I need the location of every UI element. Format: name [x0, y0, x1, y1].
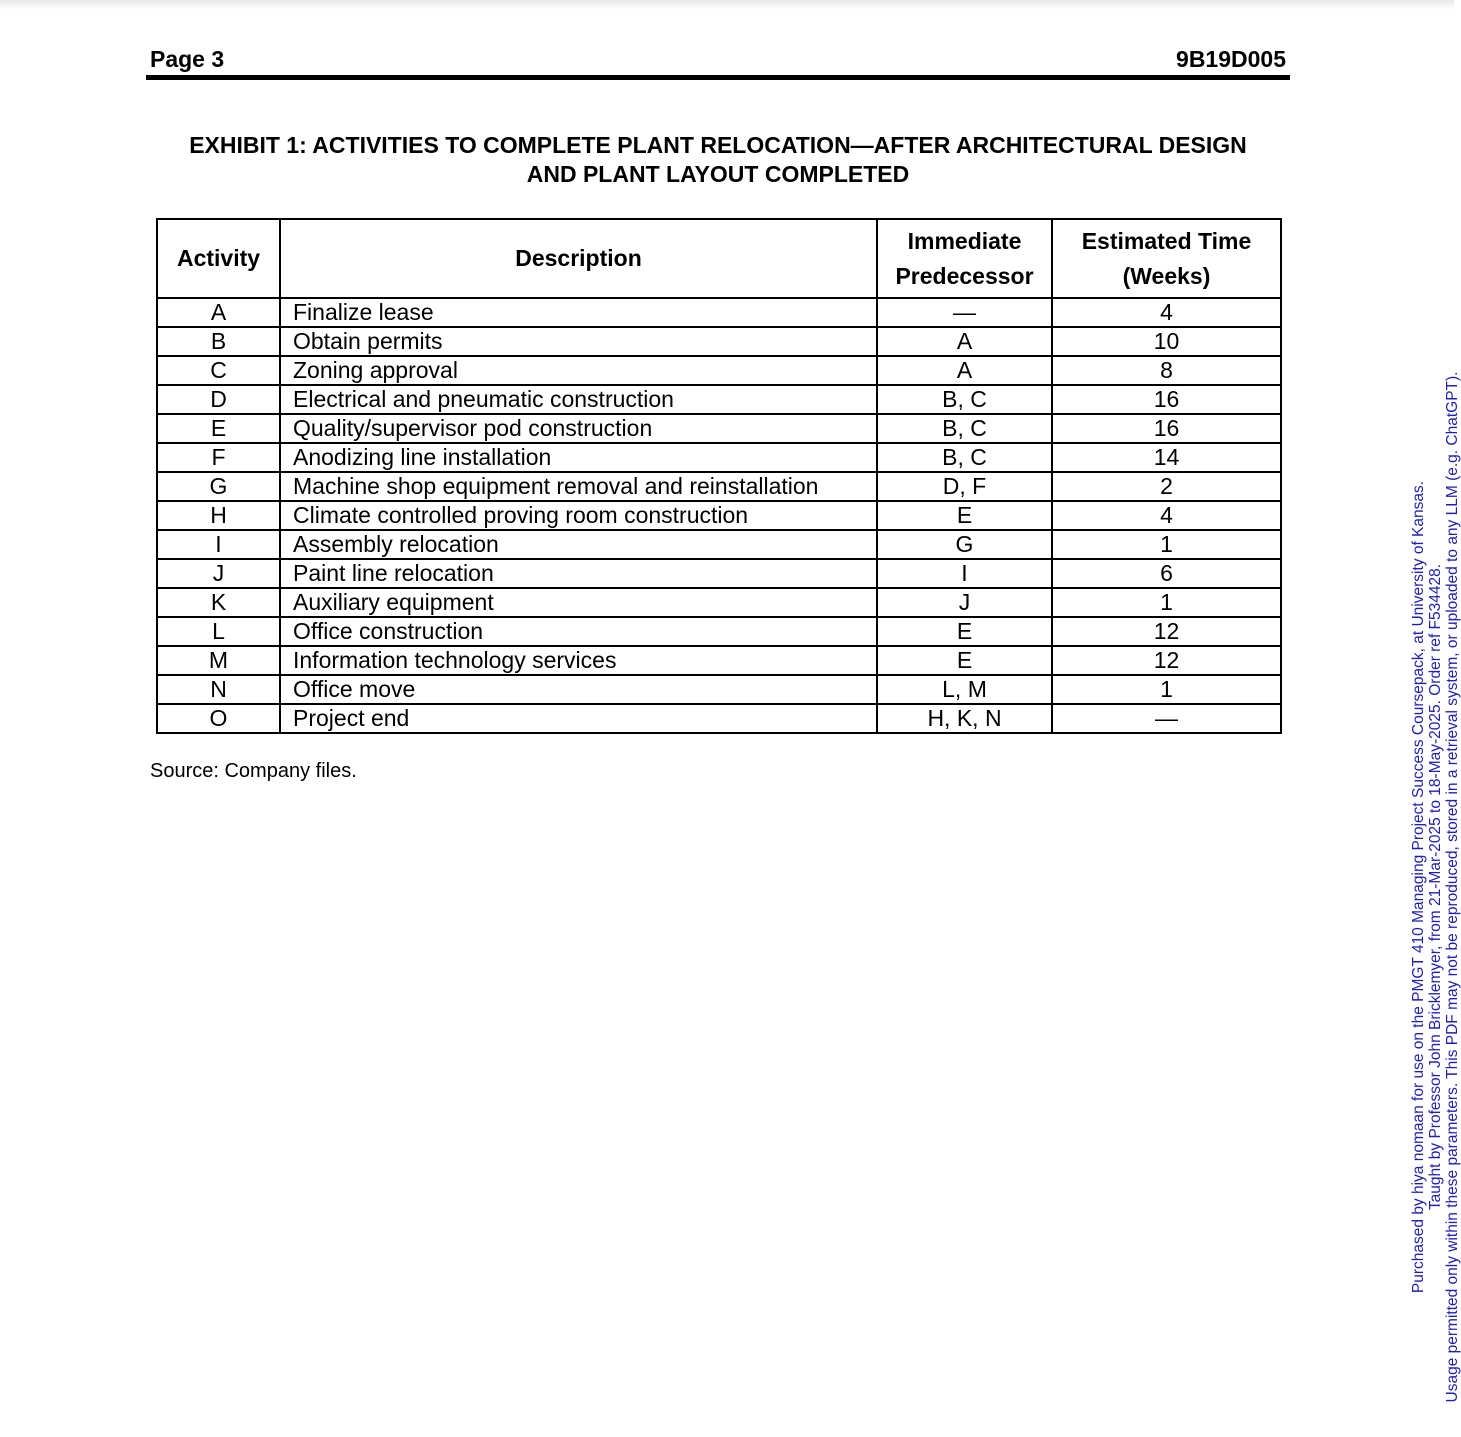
weeks-cell: 12 [1052, 646, 1281, 675]
weeks-cell: 6 [1052, 559, 1281, 588]
description-cell: Project end [280, 704, 877, 733]
usage-watermark [1410, 337, 1461, 1437]
weeks-cell: — [1052, 704, 1281, 733]
weeks-cell: 16 [1052, 414, 1281, 443]
predecessor-header-line-2: Predecessor [895, 262, 1034, 289]
time-header-line-2: (Weeks) [1122, 262, 1211, 289]
header-divider [146, 75, 1290, 80]
predecessor-cell: L, M [877, 675, 1052, 704]
table-row [157, 385, 1281, 414]
activity-cell: F [157, 443, 280, 472]
page-top-shadow [0, 0, 1454, 10]
exhibit-title-line-2: AND PLANT LAYOUT COMPLETED [526, 161, 910, 187]
weeks-cell: 14 [1052, 443, 1281, 472]
activity-cell: O [157, 704, 280, 733]
description-cell: Auxiliary equipment [280, 588, 877, 617]
time-column-header [1052, 219, 1281, 298]
table-row [157, 298, 1281, 327]
description-cell: Quality/supervisor pod construction [280, 414, 877, 443]
predecessor-cell: E [877, 501, 1052, 530]
weeks-cell: 12 [1052, 617, 1281, 646]
table-row [157, 356, 1281, 385]
predecessor-cell: E [877, 617, 1052, 646]
activity-cell: G [157, 472, 280, 501]
table-row [157, 414, 1281, 443]
table-row [157, 646, 1281, 675]
predecessor-cell: A [877, 356, 1052, 385]
activity-cell: A [157, 298, 280, 327]
time-header-line-1: Estimated Time [1081, 227, 1252, 254]
description-cell: Zoning approval [280, 356, 877, 385]
weeks-cell: 16 [1052, 385, 1281, 414]
description-header-label: Description [515, 245, 642, 271]
weeks-cell: 2 [1052, 472, 1281, 501]
exhibit-title-line-1: EXHIBIT 1: ACTIVITIES TO COMPLETE PLANT RELOCATION—AFTER ARCHITECTURAL DESIGN [189, 132, 1247, 158]
activity-cell: H [157, 501, 280, 530]
weeks-cell: 1 [1052, 675, 1281, 704]
weeks-cell: 10 [1052, 327, 1281, 356]
activity-cell: C [157, 356, 280, 385]
table-row [157, 675, 1281, 704]
exhibit-title [148, 131, 1288, 189]
activity-cell: E [157, 414, 280, 443]
table-row [157, 472, 1281, 501]
predecessor-cell: A [877, 327, 1052, 356]
table-row [157, 530, 1281, 559]
predecessor-cell: B, C [877, 443, 1052, 472]
activity-cell: M [157, 646, 280, 675]
predecessor-cell: — [877, 298, 1052, 327]
predecessor-header-line-1: Immediate [907, 227, 1022, 254]
weeks-cell: 8 [1052, 356, 1281, 385]
predecessor-cell: E [877, 646, 1052, 675]
predecessor-cell: B, C [877, 385, 1052, 414]
watermark-line-3: Usage permitted only within these parameters. This PDF may not be reproduced, stored in a retrieval system, or uploaded to any LLM (e.g. ChatGPT). [1444, 371, 1461, 1403]
description-cell: Finalize lease [280, 298, 877, 327]
predecessor-cell: J [877, 588, 1052, 617]
description-column-header [280, 219, 877, 298]
weeks-cell: 4 [1052, 298, 1281, 327]
activity-header-label: Activity [176, 245, 261, 271]
description-cell: Machine shop equipment removal and reinstallation [280, 472, 877, 501]
table-row [157, 327, 1281, 356]
table-row [157, 588, 1281, 617]
description-cell: Obtain permits [280, 327, 877, 356]
weeks-cell: 4 [1052, 501, 1281, 530]
predecessor-column-header [877, 219, 1052, 298]
predecessor-cell: H, K, N [877, 704, 1052, 733]
description-cell: Office construction [280, 617, 877, 646]
description-cell: Information technology services [280, 646, 877, 675]
description-cell: Office move [280, 675, 877, 704]
description-cell: Anodizing line installation [280, 443, 877, 472]
table-row [157, 704, 1281, 733]
table-row [157, 559, 1281, 588]
predecessor-cell: I [877, 559, 1052, 588]
activity-cell: D [157, 385, 280, 414]
table-row [157, 443, 1281, 472]
watermark-line-2: Taught by Professor John Bricklemyer, from 21-Mar-2025 to 18-May-2025. Order ref F534428. [1427, 563, 1444, 1211]
activity-cell: N [157, 675, 280, 704]
activity-cell: K [157, 588, 280, 617]
source-note: Source: Company files. [150, 760, 357, 782]
predecessor-cell: B, C [877, 414, 1052, 443]
page-number: Page 3 [150, 46, 225, 72]
description-cell: Paint line relocation [280, 559, 877, 588]
weeks-cell: 1 [1052, 530, 1281, 559]
description-cell: Electrical and pneumatic construction [280, 385, 877, 414]
activity-cell: J [157, 559, 280, 588]
activity-cell: B [157, 327, 280, 356]
predecessor-cell: D, F [877, 472, 1052, 501]
watermark-line-1: Purchased by hiya nomaan for use on the PMGT 410 Managing Project Success Coursepack, at University of Kansas. [1410, 480, 1427, 1294]
activity-cell: I [157, 530, 280, 559]
table-row [157, 501, 1281, 530]
description-cell: Climate controlled proving room construction [280, 501, 877, 530]
description-cell: Assembly relocation [280, 530, 877, 559]
table-row [157, 617, 1281, 646]
table-header-row [157, 219, 1281, 298]
activity-column-header [157, 219, 280, 298]
activities-table [156, 218, 1282, 734]
activity-cell: L [157, 617, 280, 646]
document-code: 9B19D005 [1176, 46, 1286, 72]
weeks-cell: 1 [1052, 588, 1281, 617]
predecessor-cell: G [877, 530, 1052, 559]
